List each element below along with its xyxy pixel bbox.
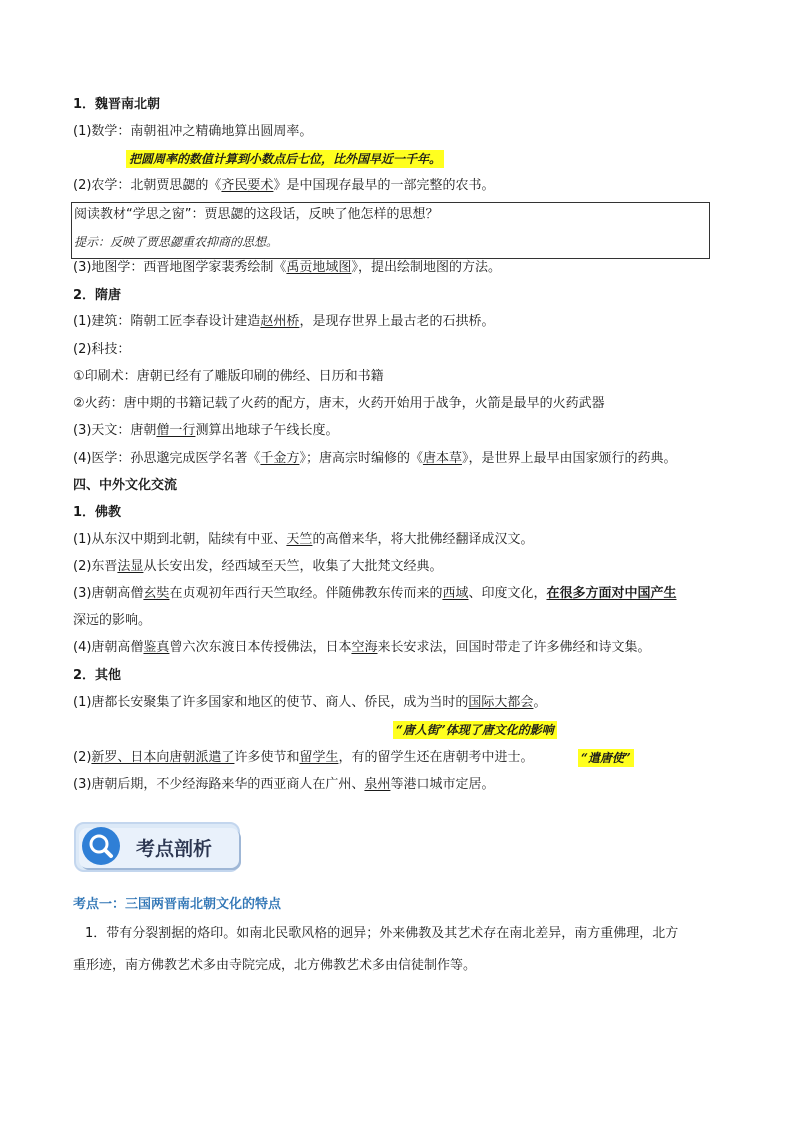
subheading-buddhism: 1．佛教: [73, 505, 122, 520]
agriculture-item: [73, 177, 494, 195]
other-item-1: [73, 694, 546, 712]
text: 。: [533, 695, 547, 710]
text: (3)唐朝高僧: [73, 586, 144, 601]
printing-item: ①印刷术：唐朝已经有了雕版印刷的佛经、日历和书籍: [73, 369, 384, 384]
person-name: 鉴真: [143, 640, 170, 655]
exam-analysis-badge: [74, 822, 242, 874]
person-name: 玄奘: [143, 586, 170, 601]
math-note-highlight: 把圆周率的数值计算到小数点后七位，比外国早近一千年。: [126, 150, 444, 168]
astronomy-item: [73, 422, 338, 440]
text: (2)东晋: [73, 559, 118, 574]
place-name: 天竺: [286, 532, 313, 547]
reading-box: [71, 202, 710, 259]
gunpowder-item: ②火药：唐中期的书籍记载了火药的配方，唐末，火药开始用于战争，火箭是最早的火药武器: [73, 396, 605, 411]
text: (3)天文：唐朝: [73, 423, 157, 438]
buddhism-item-2: [73, 558, 442, 576]
tech-item: (2)科技：: [73, 342, 131, 357]
text: 、印度文化，: [468, 586, 547, 601]
point-one-body-line1: 1．带有分裂割据的烙印。如南北民歌风格的迥异；外来佛教及其艺术存在南北差异，南方重佛理，北方: [85, 926, 679, 941]
envoy-note-highlight: “遣唐使”: [578, 749, 634, 767]
person-name: 僧一行: [156, 423, 196, 438]
term: 国际大都会: [468, 695, 534, 710]
text: ，是现存世界上最古老的石拱桥。: [299, 314, 495, 329]
emphasis-text: 在很多方面对中国产生: [546, 586, 677, 601]
point-one-body-line2: 重形迹，南方佛教艺术多由寺院完成，北方佛教艺术多由信徒制作等。: [73, 958, 477, 973]
text: (3)地图学：西晋地图学家裴秀绘制《: [73, 260, 287, 275]
bridge-name: 赵州桥: [260, 314, 300, 329]
text: 从长安出发，经西域至天竺，收集了大批梵文经典。: [143, 559, 443, 574]
region-name: 西域: [442, 586, 469, 601]
section-heading-wei-jin: 1．魏晋南北朝: [73, 97, 161, 112]
text: 曾六次东渡日本传授佛法，日本: [169, 640, 352, 655]
text: (3)唐朝后期，不少经海路来华的西亚商人在广州、: [73, 777, 365, 792]
text: 》，提出绘制地图的方法。: [351, 260, 501, 275]
place-name: 泉州: [364, 777, 391, 792]
person-name: 法显: [117, 559, 144, 574]
point-one-title: 考点一：三国两晋南北朝文化的特点: [73, 897, 282, 912]
section-heading-sui-tang: 2．隋唐: [73, 288, 122, 303]
book-title: 千金方: [260, 451, 300, 466]
text: 等港口城市定居。: [390, 777, 495, 792]
text: 》；唐高宗时编修的《: [299, 451, 423, 466]
text: 许多使节和: [234, 750, 300, 765]
section-heading-exchange: 四、中外文化交流: [73, 478, 178, 493]
underlined-text: 留学生: [299, 750, 339, 765]
text: (2)农学：北朝贾思勰的《: [73, 178, 222, 193]
book-title: 禹贡地域图: [286, 260, 352, 275]
medicine-item: [73, 450, 676, 468]
text: 的高僧来华，将大批佛经翻译成汉文。: [312, 532, 534, 547]
buddhism-item-1: [73, 531, 533, 549]
text: 》是中国现存最早的一部完整的农书。: [273, 178, 495, 193]
person-name: 空海: [351, 640, 378, 655]
other-item-3: [73, 776, 494, 794]
reading-hint: 提示：反映了贾思勰重农抑商的思想。: [74, 235, 279, 249]
text: (1)建筑：隋朝工匠李春设计建造: [73, 314, 261, 329]
chinatown-note-highlight: “唐人街”体现了唐文化的影响: [393, 721, 557, 739]
text: (1)从东汉中期到北朝，陆续有中亚、: [73, 532, 287, 547]
buddhism-item-4: [73, 639, 650, 657]
text: 来长安求法，回国时带走了许多佛经和诗文集。: [377, 640, 651, 655]
book-title: 唐本草: [422, 451, 462, 466]
badge-label: 考点剖析: [136, 838, 213, 860]
text: (2): [73, 750, 92, 765]
buddhism-item-3-cont: 深远的影响。: [73, 613, 152, 628]
text: (4)医学：孙思邈完成医学名著《: [73, 451, 261, 466]
text: (4)唐朝高僧: [73, 640, 144, 655]
book-title: 齐民要术: [221, 178, 274, 193]
text: ，有的留学生还在唐朝考中进士。: [338, 750, 534, 765]
subheading-other: 2．其他: [73, 668, 122, 683]
underlined-text: 新罗、日本向唐朝派遣了: [91, 750, 235, 765]
text: (1)唐都长安聚集了许多国家和地区的使节、商人、侨民，成为当时的: [73, 695, 469, 710]
text: 测算出地球子午线长度。: [195, 423, 339, 438]
text: 》，是世界上最早由国家颁行的药典。: [461, 451, 677, 466]
architecture-item: [73, 313, 494, 331]
reading-question: 阅读教材“学思之窗”：贾思勰的这段话，反映了他怎样的思想？: [74, 207, 439, 222]
text: 在贞观初年西行天竺取经。伴随佛教东传而来的: [169, 586, 443, 601]
buddhism-item-3: [73, 585, 677, 603]
math-item: (1)数学：南朝祖冲之精确地算出圆周率。: [73, 124, 313, 139]
map-item: [73, 259, 501, 277]
other-item-2: [73, 749, 533, 767]
search-icon: [82, 827, 120, 865]
